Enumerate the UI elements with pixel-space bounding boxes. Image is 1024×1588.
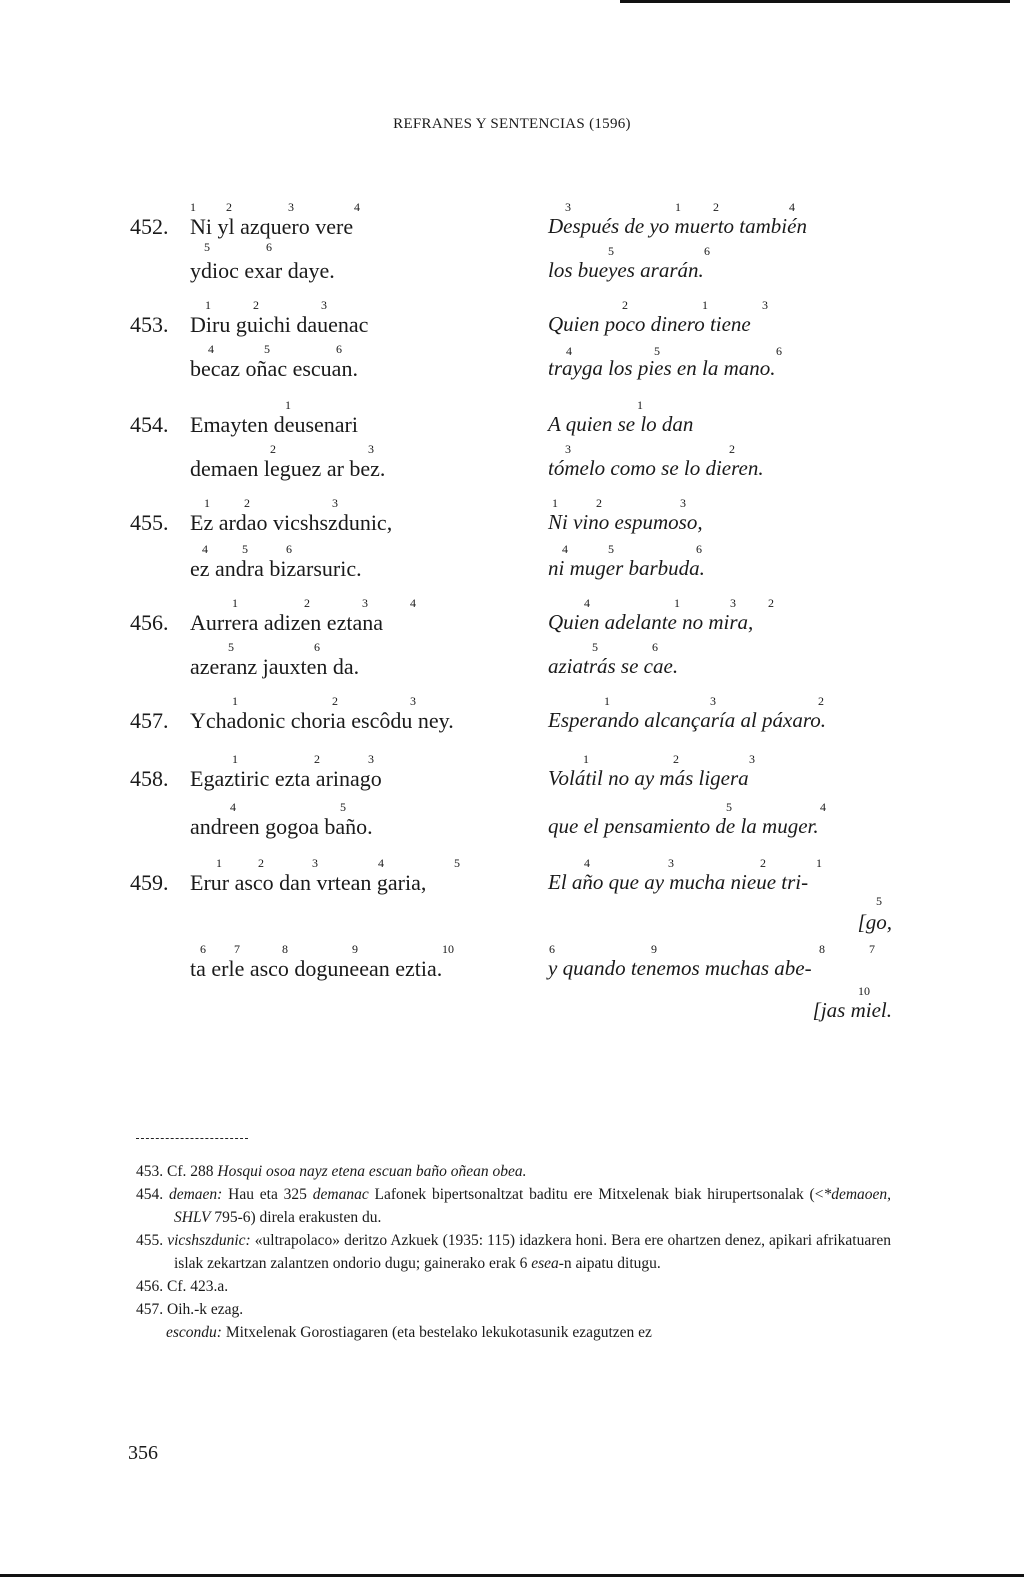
spanish-line: ni muger barbuda. xyxy=(548,556,705,580)
basque-line: Diru guichi dauenac xyxy=(190,312,369,337)
top-rule xyxy=(620,0,1010,3)
footnotes xyxy=(136,1160,891,1344)
footnote: 455. vicshszdunic: «ultrapolaco» deritzo Azkuek (1935: 115) idazkera honi. Bera ere ohartzen denez, apikari afrikatuaren islak zekartzan zalantzen ondorio dugu; gainerako erak 6 esea-n aipatu ditugu. xyxy=(136,1232,891,1272)
basque-line: ta erle asco doguneean eztia. xyxy=(190,956,443,981)
footnote: 453. Cf. 288 Hosqui osoa nayz etena escuan baño oñean obea. xyxy=(136,1163,527,1180)
entry-number: 455. xyxy=(130,510,169,535)
footnote: 456. Cf. 423.a. xyxy=(136,1278,229,1295)
basque-line: demaen leguez ar bez. xyxy=(190,456,386,481)
spanish-line: los bueyes ararán. xyxy=(548,258,704,282)
entry-number: 458. xyxy=(130,766,169,791)
bottom-rule xyxy=(0,1574,1024,1577)
spanish-line: tómelo como se lo dieren. xyxy=(548,456,764,480)
entry-number: 454. xyxy=(130,412,169,437)
basque-line: ez andra bizarsuric. xyxy=(190,556,362,581)
entry-number: 456. xyxy=(130,610,169,635)
entry-number: 457. xyxy=(130,708,169,733)
basque-line: Egaztiric ezta arinago xyxy=(190,766,382,791)
basque-line: Erur asco dan vrtean garia, xyxy=(190,870,427,895)
spanish-line: A quien se lo dan xyxy=(548,412,694,436)
footnote-separator xyxy=(136,1138,248,1139)
spanish-line: Después de yo muerto también xyxy=(548,214,807,238)
basque-line: ydioc exar daye. xyxy=(190,258,335,283)
basque-line: azeranz jauxten da. xyxy=(190,654,360,679)
spanish-line: y quando tenemos muchas abe- xyxy=(548,956,812,980)
basque-line: Aurrera adizen eztana xyxy=(190,610,383,635)
basque-line: Ni yl azquero vere xyxy=(190,214,354,239)
spanish-line: Volátil no ay más ligera xyxy=(548,766,749,790)
basque-line: Ez ardao vicshszdunic, xyxy=(190,510,393,535)
spanish-line: El año que ay mucha nieue tri- xyxy=(548,870,809,894)
spanish-line: [jas miel. xyxy=(812,998,892,1022)
basque-line: Emayten deusenari xyxy=(190,412,358,437)
basque-line: becaz oñac escuan. xyxy=(190,356,358,381)
footnote-continuation: escondu: Mitxelenak Gorostiagaren (eta bestelako lekukotasunik ezagutzen ez xyxy=(166,1324,652,1341)
basque-line: Ychadonic choria escôdu ney. xyxy=(190,708,454,733)
entry-number: 453. xyxy=(130,312,169,337)
spanish-line: que el pensamiento de la muger. xyxy=(548,814,819,838)
spanish-line: [go, xyxy=(857,910,892,934)
spanish-line: Quien poco dinero tiene xyxy=(548,312,751,336)
page-number: 356 xyxy=(128,1442,158,1464)
spanish-line: aziatrás se cae. xyxy=(548,654,679,678)
entry-number: 452. xyxy=(130,214,169,239)
footnote: 457. Oih.-k ezag. xyxy=(136,1301,244,1318)
basque-line: andreen gogoa baño. xyxy=(190,814,373,839)
entry-number: 459. xyxy=(130,870,169,895)
footnote: 454. demaen: Hau eta 325 demanac Lafonek bipertsonaltzat baditu ere Mitxelenak biak hirupertsonalak (<*demaoen, SHLV 795-6) direla erakusten du. xyxy=(136,1186,892,1226)
spanish-line: Quien adelante no mira, xyxy=(548,610,754,634)
spanish-line: trayga los pies en la mano. xyxy=(548,356,776,380)
running-header: REFRANES Y SENTENCIAS (1596) xyxy=(393,116,631,132)
spanish-line: Esperando alcançaría al páxaro. xyxy=(548,708,827,732)
spanish-line: Ni vino espumoso, xyxy=(548,510,703,534)
